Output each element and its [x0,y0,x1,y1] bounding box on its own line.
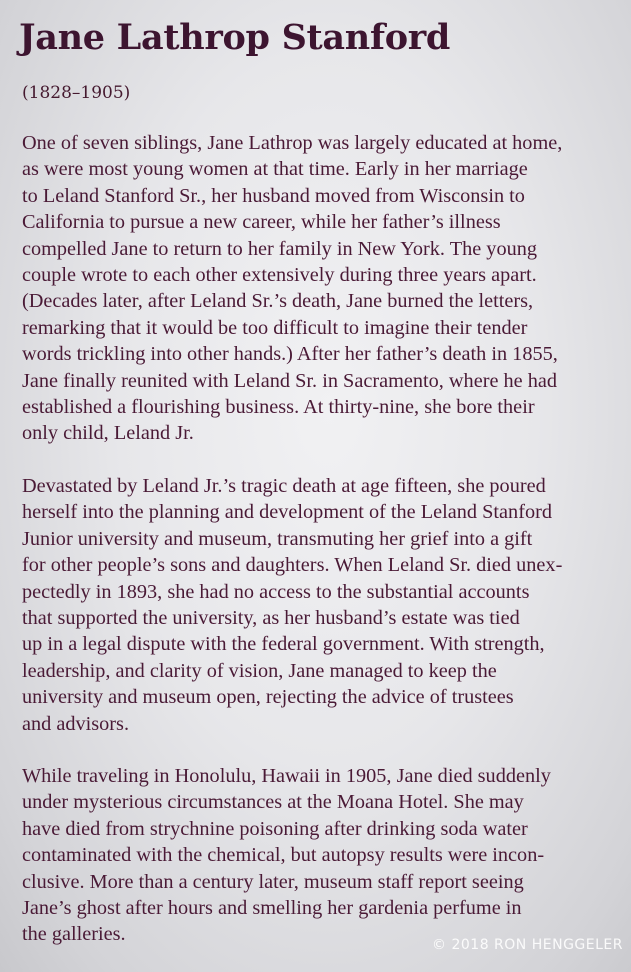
text-line: established a flourishing business. At thirty-nine, she bore their [22,396,535,419]
text-line: (Decades later, after Leland Sr.’s death, Jane burned the letters, [22,290,534,313]
paragraph-3 [22,763,622,948]
text-line: up in a legal dispute with the federal government. With strength, [22,633,545,656]
text-line: to Leland Stanford Sr., her husband moved from Wisconsin to [22,184,525,207]
text-line: have died from strychnine poisoning after drinking soda water [22,817,528,840]
text-line: compelled Jane to return to her family in New York. The young [22,237,538,260]
text-line: remarking that it would be too difficult to imagine their tender [22,316,528,339]
text-line: herself into the planning and development of the Leland Stanford [22,501,552,524]
text-line: Junior university and museum, transmuting her grief into a gift [22,527,533,550]
text-line: While traveling in Honolulu, Hawaii in 1905, Jane died suddenly [22,764,551,787]
text-line: for other people’s sons and daughters. When Leland Sr. died unex- [22,554,563,577]
text-line: as were most young women at that time. Early in her marriage [22,158,528,181]
text-line: and advisors. [22,712,130,735]
text-line: words trickling into other hands.) After her father’s death in 1855, [22,343,558,366]
text-line: California to pursue a new career, while her father’s illness [22,211,501,234]
text-line: clusive. More than a century later, museum staff report seeing [22,870,524,893]
text-line: university and museum open, rejecting the advice of trustees [22,686,514,709]
placard-dates: (1828–1905) [22,83,131,103]
paragraph-1 [22,130,622,447]
text-line: the galleries. [22,923,126,946]
text-line: couple wrote to each other extensively during three years apart. [22,264,537,287]
text-line: that supported the university, as her husband’s estate was tied [22,606,520,629]
placard-title: Jane Lathrop Stanford [19,17,451,58]
text-line: Jane finally reunited with Leland Sr. in Sacramento, where he had [22,369,558,392]
text-line: Devastated by Leland Jr.’s tragic death at age fifteen, she poured [22,474,546,497]
paragraph-2 [22,473,622,737]
copyright-watermark: © 2018 RON HENGGELER [432,937,623,953]
text-line: contaminated with the chemical, but autopsy results were incon- [22,844,545,867]
text-line: only child, Leland Jr. [22,422,194,445]
text-line: Jane’s ghost after hours and smelling her gardenia perfume in [22,896,522,919]
placard-body [22,130,622,972]
text-line: One of seven siblings, Jane Lathrop was largely educated at home, [22,132,563,154]
text-line: under mysterious circumstances at the Moana Hotel. She may [22,791,524,814]
text-line: leadership, and clarity of vision, Jane managed to keep the [22,659,497,682]
text-line: pectedly in 1893, she had no access to the substantial accounts [22,580,530,603]
